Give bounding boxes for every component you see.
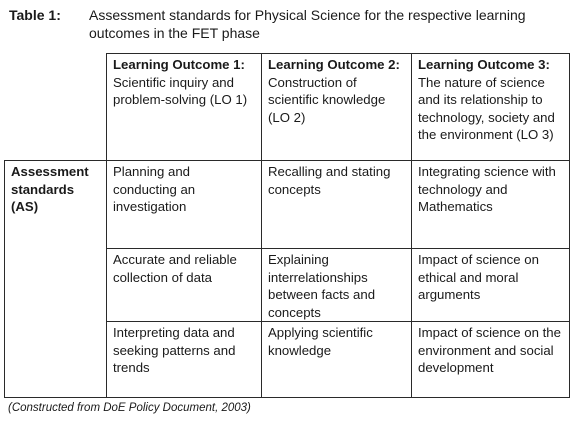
caption-text: Assessment standards for Physical Science for the respective learning outcomes in the FET phase [89, 7, 526, 41]
table-header-row [5, 54, 570, 161]
table-cell: Recalling and stating concepts [262, 161, 412, 249]
row-header-assessment-standards: Assessment standards (AS) [5, 161, 107, 398]
lo3-description: The nature of science and its relationship to technology, society and the environment (LO 3) [418, 74, 555, 142]
table-cell: Impact of science on the environment and social development [412, 322, 570, 398]
table-cell: Explaining interrelationships between facts and concepts [262, 249, 412, 322]
table-row [5, 161, 570, 249]
source-note: (Constructed from DoE Policy Document, 2003) [8, 402, 251, 414]
lo1-description: Scientific inquiry and problem-solving (LO 1) [113, 74, 248, 107]
column-header-lo1 [107, 54, 262, 161]
column-header-lo2 [262, 54, 412, 161]
table-cell: Planning and conducting an investigation [107, 161, 262, 249]
lo2-description: Construction of scientific knowledge (LO 2) [268, 74, 386, 125]
table-cell: Impact of science on ethical and moral arguments [412, 249, 570, 322]
corner-cell [5, 54, 107, 161]
caption-label: Table 1: [9, 7, 61, 23]
lo2-title: Learning Outcome 2: [268, 57, 400, 72]
table-cell: Applying scientific knowledge [262, 322, 412, 398]
column-header-lo3 [412, 54, 570, 161]
assessment-standards-table [4, 53, 570, 398]
lo1-title: Learning Outcome 1: [113, 57, 245, 72]
lo3-title: Learning Outcome 3: [418, 57, 550, 72]
table-cell: Interpreting data and seeking patterns and trends [107, 322, 262, 398]
table-cell: Integrating science with technology and Mathematics [412, 161, 570, 249]
table-cell: Accurate and reliable collection of data [107, 249, 262, 322]
